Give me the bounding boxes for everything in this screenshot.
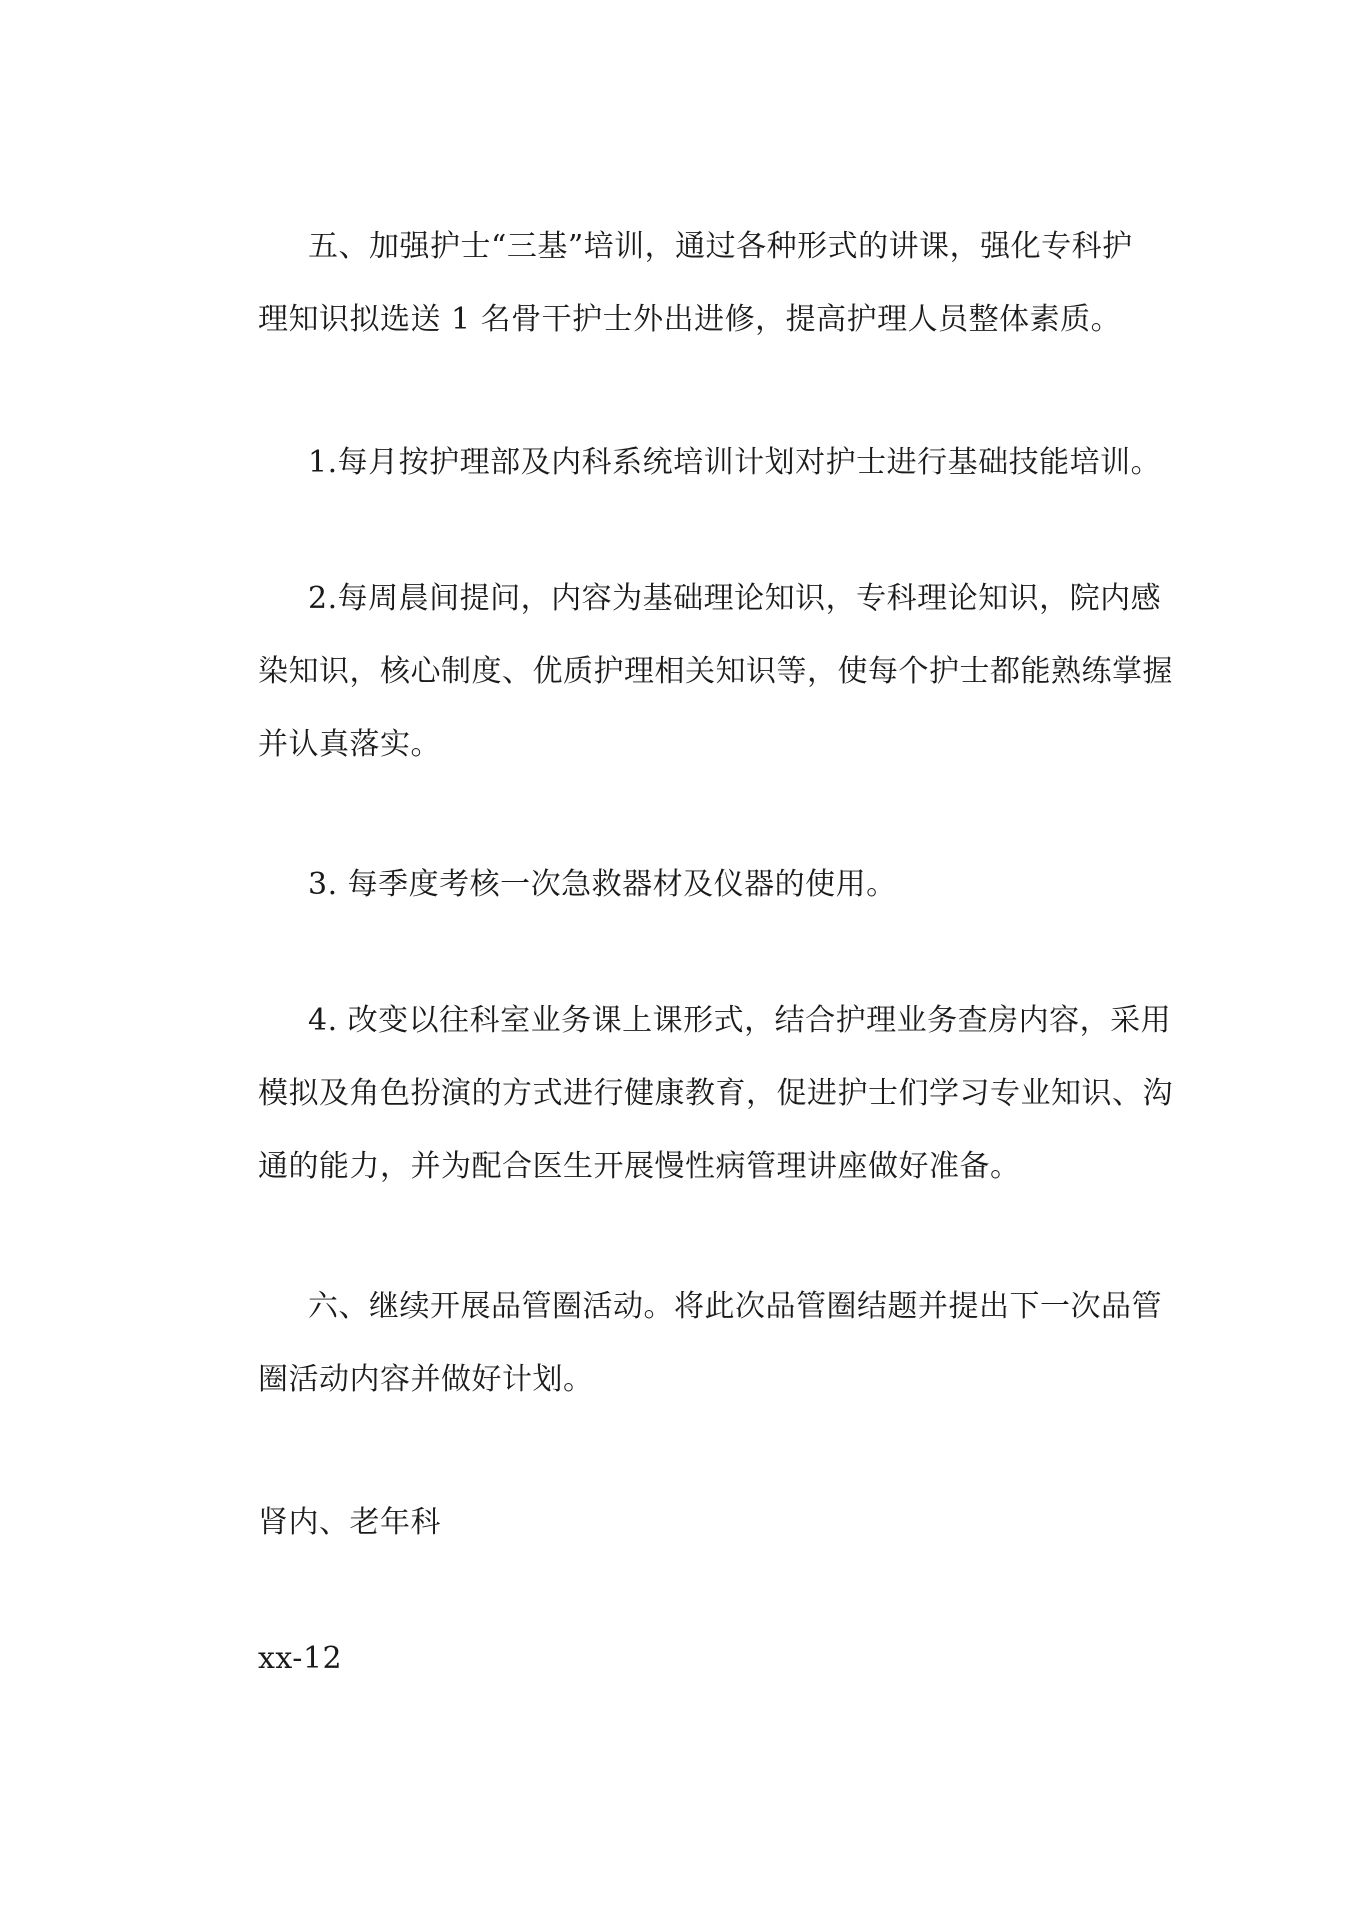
paragraph-line: 五、加强护士“三基”培训，通过各种形式的讲课，强化专科护: [308, 229, 1133, 264]
paragraph-line: 理知识拟选送 1 名骨干护士外出进修，提高护理人员整体素质。: [258, 302, 1122, 337]
paragraph-line: 3. 每季度考核一次急救器材及仪器的使用。: [308, 867, 897, 902]
paragraph-item-2: [208, 562, 1173, 781]
paragraph-line: 并认真落实。: [258, 727, 441, 762]
paragraph-section-six: [208, 1270, 1168, 1416]
paragraph-line: 染知识，核心制度、优质护理相关知识等，使每个护士都能熟练掌握: [258, 654, 1173, 689]
paragraph-line: 六、继续开展品管圈活动。将此次品管圈结题并提出下一次品管: [308, 1289, 1162, 1324]
paragraph-item-4: [208, 984, 1173, 1203]
paragraph-line: 圈活动内容并做好计划。: [258, 1362, 594, 1397]
paragraph-line: 模拟及角色扮演的方式进行健康教育，促进护士们学习专业知识、沟: [258, 1076, 1173, 1111]
paragraph-line: 4. 改变以往科室业务课上课形式，结合护理业务查房内容，采用: [308, 1003, 1172, 1038]
paragraph-item-1: [208, 426, 1168, 499]
signature-date: xx-12: [258, 1641, 343, 1676]
signature-department: 肾内、老年科: [258, 1505, 441, 1540]
paragraph-line: 2.每周晨间提问，内容为基础理论知识，专科理论知识，院内感: [308, 581, 1162, 616]
paragraph-line: 通的能力，并为配合医生开展慢性病管理讲座做好准备。: [258, 1149, 1021, 1184]
paragraph-item-3: [208, 848, 1168, 921]
paragraph-line: 1.每月按护理部及内科系统培训计划对护士进行基础技能培训。: [308, 445, 1162, 480]
paragraph-section-five: [208, 210, 1168, 356]
